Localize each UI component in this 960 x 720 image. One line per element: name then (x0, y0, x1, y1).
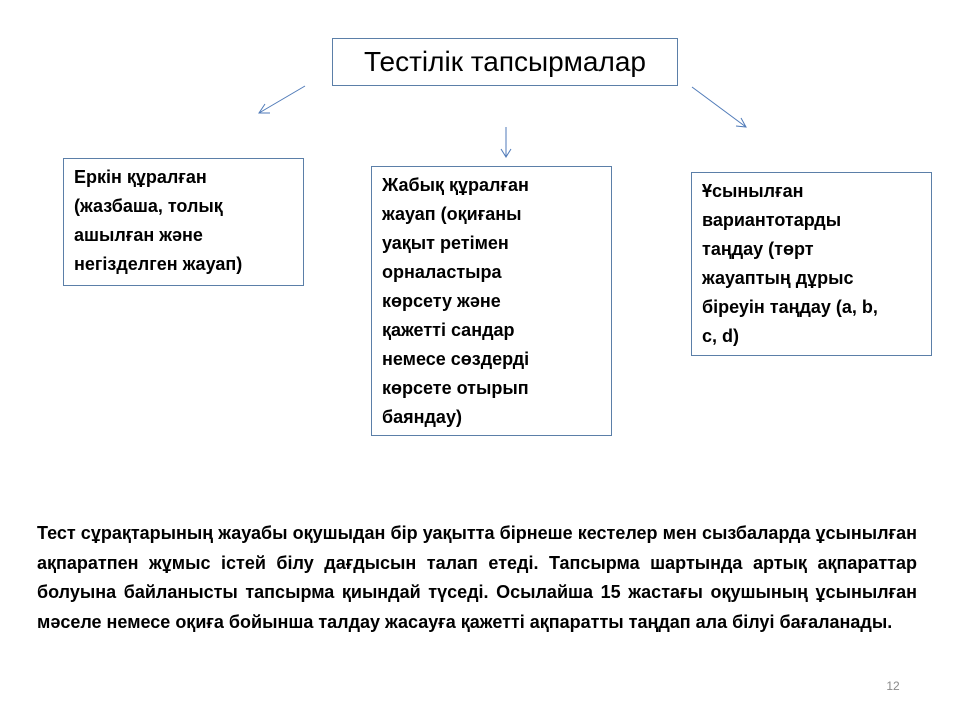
box-line: таңдау (төрт (702, 239, 814, 259)
title-text: Тестілік тапсырмалар (364, 46, 646, 77)
free-response-box (63, 158, 304, 286)
body-paragraph: Тест сұрақтарының жауабы оқушыдан бір уақытта бірнеше кестелер мен сызбаларда ұсынылған ақпаратпен жұмыс істей білу дағдысын талап етеді. Тапсырма шартында артық ақпараттар болуына байланысты тапсырма қиындай түседі. Осылайша 15 жастағы оқушының ұсынылған мәселе немесе оқиға бойынша талдау жасауға қажетті ақпаратты таңдап ала білуі бағаланады. (37, 523, 917, 632)
page-number: 12 (886, 679, 900, 693)
box-line: Ұсынылған (702, 181, 804, 201)
arrow-right (692, 87, 746, 127)
arrow-left (259, 86, 305, 113)
box-line: біреуін таңдау (a, b, (702, 297, 878, 317)
box-line: c, d) (702, 326, 740, 346)
arrow-middle (501, 127, 511, 157)
box-line: жауаптың дұрыс (702, 268, 854, 288)
box-line: орналастыра (382, 262, 502, 282)
box-line: қажетті сандар (382, 320, 515, 340)
box-line: жауап (оқиғаны (382, 204, 522, 224)
box-line: Еркін құралған (74, 167, 207, 187)
box-line: (жазбаша, толық (74, 196, 223, 216)
box-line: негізделген жауап) (74, 254, 243, 274)
box-line: вариантотарды (702, 210, 842, 230)
multiple-choice-box (691, 172, 932, 356)
box-line: баяндау) (382, 407, 462, 427)
box-line: немесе сөздерді (382, 349, 530, 369)
box-line: көрсете отырып (382, 378, 529, 398)
box-line: ашылған және (74, 225, 203, 245)
box-line: уақыт ретімен (382, 233, 509, 253)
box-line: Жабық құралған (382, 175, 529, 195)
closed-response-box (371, 166, 612, 436)
title-box (332, 38, 678, 86)
box-line: көрсету және (382, 291, 501, 311)
